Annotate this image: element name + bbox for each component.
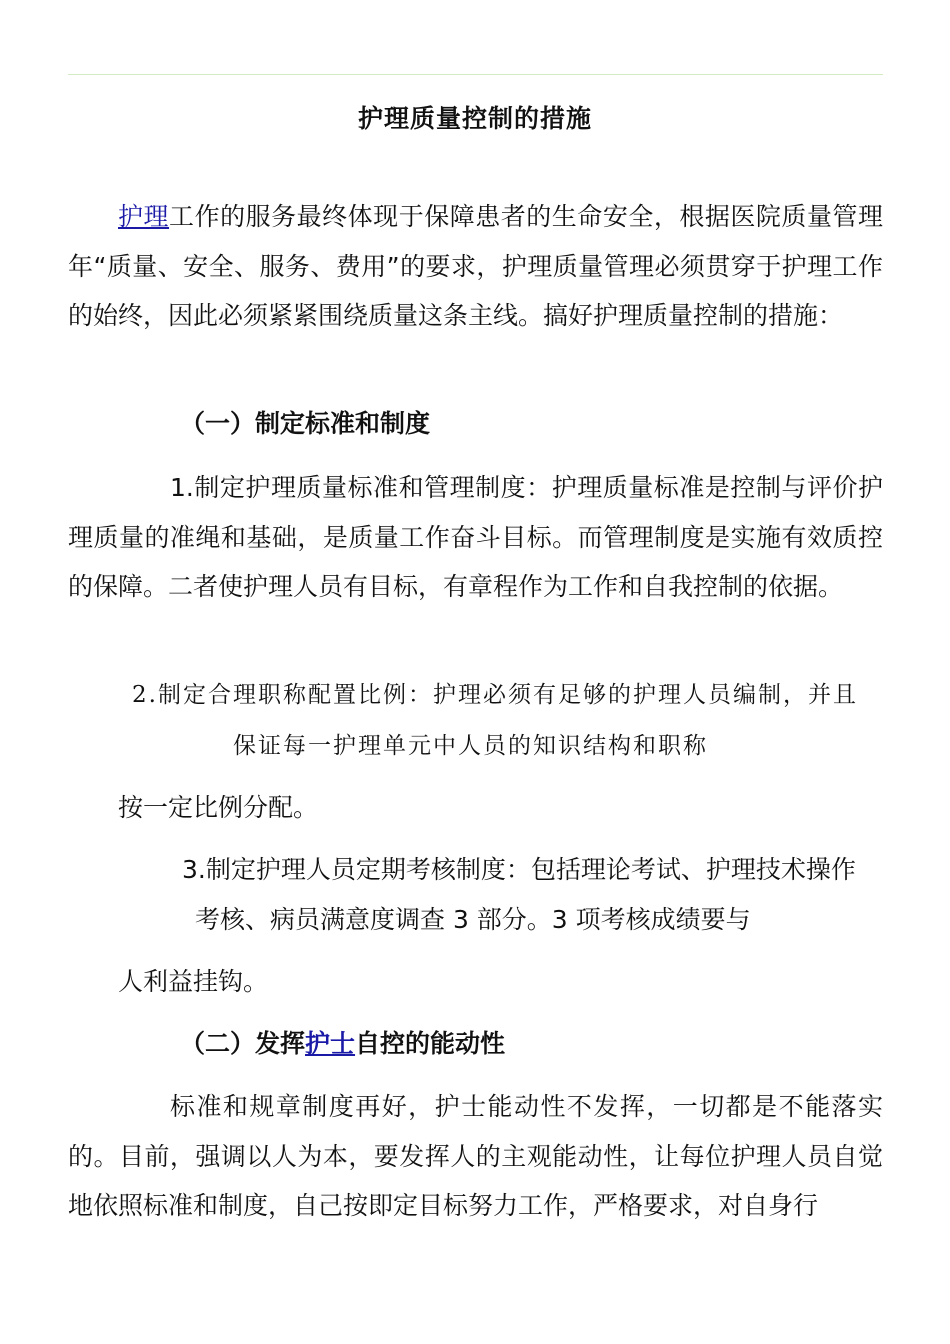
section2-heading-suffix: 自控的能动性 — [355, 1029, 506, 1058]
section2-heading-prefix: （二）发挥 — [180, 1029, 306, 1058]
section1-item2-line2: 保证每一护理单元中人员的知识结构和职称 — [233, 733, 708, 759]
section1-item1: 1.制定护理质量标准和管理制度：护理质量标准是控制与评价护理质量的准绳和基础，是质量工作奋斗目标。而管理制度是实施有效质控的保障。二者使护理人员有目标，有章程作为工作和自我控制的依据。 — [68, 473, 883, 601]
nurse-link[interactable]: 护士 — [305, 1029, 356, 1058]
section1-item2-line1: 2.制定合理职称配置比例：护理必须有足够的护理人员编制，并且 — [132, 682, 858, 708]
intro-text: 工作的服务最终体现于保障患者的生命安全，根据医院质量管理年“质量、安全、服务、费用”的要求，护理质量管理必须贯穿于护理工作的始终，因此必须紧紧围绕质量这条主线。搞好护理质量控制的措施： — [68, 202, 883, 330]
section2-heading — [180, 1026, 505, 1062]
section1-item3-line2: 考核、病员满意度调查 3 部分。3 项考核成绩要与 — [195, 905, 751, 934]
section1-item3-line1: 3.制定护理人员定期考核制度：包括理论考试、护理技术操作 — [182, 855, 856, 884]
document-title: 护理质量控制的措施 — [357, 103, 592, 133]
section2-body: 标准和规章制度再好，护士能动性不发挥，一切都是不能落实的。目前，强调以人为本，要发挥人的主观能动性，让每位护理人员自觉地依照标准和制度，自己按即定目标努力工作，严格要求，对自身行 — [68, 1092, 883, 1220]
section1-heading: （一）制定标准和制度 — [180, 409, 431, 438]
section1-item3-line3: 人利益挂钩。 — [118, 967, 269, 996]
nursing-link[interactable]: 护理 — [118, 202, 170, 231]
intro-paragraph — [68, 192, 883, 341]
header-rule — [68, 74, 883, 75]
section1-item2-line3: 按一定比例分配。 — [118, 793, 319, 822]
